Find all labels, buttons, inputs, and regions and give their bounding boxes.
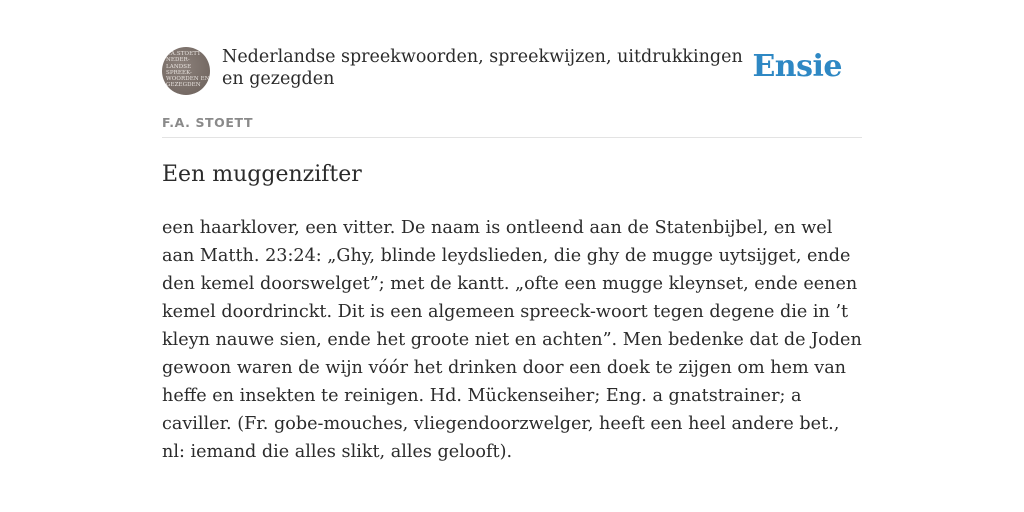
entry-title: Een muggenzifter	[162, 162, 362, 187]
ensie-logo[interactable]: Ensie	[752, 49, 842, 84]
book-cover-text: F.A.STOETT NEDER- LANDSE SPREEK- WOORDEN EN GEZEGDEN	[166, 51, 210, 89]
book-title-link[interactable]: Nederlandse spreekwoorden, spreekwijzen, uitdrukkingen en gezegden	[222, 47, 743, 89]
author-name[interactable]: F.A. STOETT	[162, 115, 254, 130]
divider	[162, 137, 862, 138]
entry-body: een haarklover, een vitter. De naam is ontleend aan de Statenbijbel, en wel aan Matth. 23:24: „Ghy, blinde leydslieden, die ghy de mugge uytsijget, ende den kemel doorswelget”; met de kantt. „ofte een mugge kleynset, ende eenen kemel doordrinckt. Dit is een algemeen spreeck-woort tegen degene die in ’t kleyn nauwe sien, ende het groote niet en achten”. Men bedenke dat de Joden gewoon waren de wijn vóór het drinken door een doek te zijgen om hem van heffe en insekten te reinigen. Hd. Mückenseiher; Eng. a gnatstrainer; a caviller. (Fr. gobe-mouches, vliegendoorzwelger, heeft een heel andere bet., nl: iemand die alles slikt, alles gelooft).	[162, 218, 862, 462]
header	[162, 46, 862, 96]
book-cover-thumbnail[interactable]	[162, 47, 210, 95]
